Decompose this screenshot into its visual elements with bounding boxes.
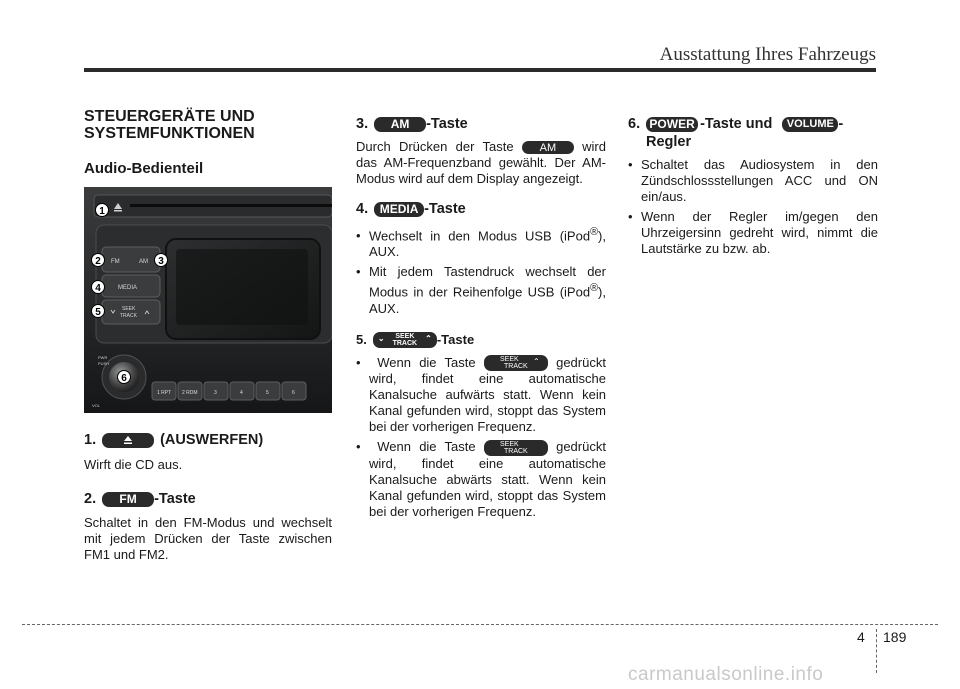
media-key-label: MEDIA bbox=[118, 285, 138, 291]
chevron-up-icon: ⌃ bbox=[425, 333, 432, 343]
callout-3: 3 bbox=[158, 256, 164, 267]
chapter-number: 4 bbox=[857, 629, 865, 645]
preset-1-label: 1 RPT bbox=[157, 390, 172, 396]
registered-mark: ® bbox=[590, 226, 599, 238]
item-1-number: 1. bbox=[84, 432, 97, 448]
callout-6: 6 bbox=[121, 373, 127, 384]
item-1-label: (AUSWERFEN) bbox=[160, 432, 264, 448]
item-4-bullet-2 bbox=[356, 264, 606, 316]
footer-rule bbox=[22, 624, 938, 625]
item-4-label: -Taste bbox=[424, 201, 466, 217]
item-6-bullets bbox=[628, 157, 878, 257]
item-5-bullets bbox=[356, 355, 606, 520]
item-2-text: Schaltet in den FM-Modus und wechselt mit jedem Drücken der Taste zwischen FM1 und FM2. bbox=[84, 515, 332, 562]
section-heading-line1: STEUERGERÄTE UND bbox=[84, 108, 255, 125]
item-5-bullet-1-b: gedrückt wird, findet eine automatische Kanalsuche aufwärts statt. Wenn kein Kanal gefunden wird, stoppt das System bei der vorherigen Frequenz. bbox=[369, 354, 606, 435]
am-badge: AM bbox=[374, 117, 426, 132]
power-badge: POWER bbox=[646, 117, 698, 132]
item-4-heading bbox=[356, 200, 606, 218]
item-4-bullet-1-b: ), AUX. bbox=[369, 228, 606, 260]
seek-track-badge bbox=[373, 332, 437, 348]
preset-5-label: 5 bbox=[266, 390, 269, 396]
eject-icon bbox=[122, 435, 134, 445]
seek-label: SEEK bbox=[500, 440, 519, 448]
item-1-heading bbox=[84, 431, 332, 449]
registered-mark: ® bbox=[590, 282, 599, 295]
item-6-middle: -Taste und bbox=[700, 116, 773, 132]
item-5-number: 5. bbox=[356, 331, 367, 347]
section-heading-line2: SYSTEMFUNKTIONEN bbox=[84, 125, 255, 142]
item-3-number: 3. bbox=[356, 116, 369, 132]
push-knob-label: PUSH bbox=[98, 361, 110, 366]
seek-label: SEEK bbox=[395, 332, 415, 340]
item-6-number: 6. bbox=[628, 116, 641, 132]
page-number: 189 bbox=[883, 629, 907, 645]
header-rule bbox=[84, 68, 876, 72]
pwr-knob-label: PWR bbox=[98, 355, 108, 360]
item-6-bullet-2: • Wenn der Regler im/gegen den Uhrzeigersinn gedreht wird, nimmt die Lautstärke zu bzw. ab. bbox=[628, 209, 878, 257]
item-5-bullet-1 bbox=[356, 355, 606, 436]
vol-knob-label: VOL bbox=[92, 403, 101, 408]
media-badge: MEDIA bbox=[374, 202, 424, 217]
seek-track-text bbox=[500, 440, 528, 455]
item-5-bullet-2-b: gedrückt wird, findet eine automatische Kanalsuche abwärts statt. Wenn kein Kanal gefunden wird, stoppt das System bei der vorherigen Frequenz. bbox=[369, 439, 606, 519]
watermark: carmanualsonline.info bbox=[628, 664, 824, 685]
item-4-bullet-2-b: ), AUX. bbox=[369, 284, 606, 316]
item-4-bullets bbox=[356, 224, 606, 317]
item-6-heading bbox=[628, 115, 878, 133]
audio-panel-photo bbox=[84, 187, 332, 413]
track-key-label: TRACK bbox=[120, 313, 137, 319]
volume-badge: VOLUME bbox=[782, 117, 838, 132]
item-6-bullet-1: • Schaltet das Audiosystem in den Zündschlossstellungen ACC und ON ein/aus. bbox=[628, 157, 878, 205]
am-inline-badge: AM bbox=[522, 141, 574, 154]
track-label: TRACK bbox=[503, 447, 528, 455]
section-heading bbox=[84, 108, 332, 142]
fm-badge: FM bbox=[102, 492, 154, 507]
item-3-label: -Taste bbox=[426, 116, 468, 132]
item-2-label: -Taste bbox=[154, 491, 196, 507]
seek-label: SEEK bbox=[500, 356, 519, 364]
column-1 bbox=[84, 108, 332, 563]
page-number-divider bbox=[876, 629, 877, 673]
item-4-bullet-1 bbox=[356, 224, 606, 260]
callout-4: 4 bbox=[95, 283, 101, 294]
am-key-label: AM bbox=[139, 259, 148, 265]
seek-key-label: SEEK bbox=[122, 306, 136, 312]
item-4-bullet-1-a: Wechselt in den Modus USB (iPod bbox=[369, 228, 591, 244]
item-5-bullet-1-a: Wenn die Taste bbox=[377, 354, 476, 370]
item-5-bullet-2 bbox=[356, 439, 606, 520]
item-1-text: Wirft die CD aus. bbox=[84, 457, 183, 472]
item-2-heading bbox=[84, 490, 332, 508]
item-3-heading bbox=[356, 115, 606, 133]
callout-2: 2 bbox=[95, 256, 101, 267]
seek-up-badge: SEEK TRACK ⌃ bbox=[484, 355, 548, 371]
audio-panel-illustration bbox=[84, 187, 332, 413]
item-3-text bbox=[356, 139, 606, 187]
track-label: TRACK bbox=[392, 339, 418, 347]
seek-down-badge: ⌄ SEEK TRACK bbox=[484, 440, 548, 456]
item-5-heading bbox=[356, 331, 606, 349]
column-3 bbox=[628, 108, 878, 261]
item-4-number: 4. bbox=[356, 201, 369, 217]
preset-2-label: 2 RDM bbox=[182, 390, 198, 396]
item-5-label: -Taste bbox=[436, 331, 475, 347]
column-2 bbox=[356, 108, 606, 524]
running-header-title: Ausstattung Ihres Fahrzeugs bbox=[659, 44, 876, 65]
preset-6-label: 6 bbox=[292, 390, 295, 396]
item-2-number: 2. bbox=[84, 491, 97, 507]
chevron-down-icon: ⌄ bbox=[377, 333, 385, 343]
item-6-heading-line2: Regler bbox=[646, 134, 692, 150]
callout-5: 5 bbox=[95, 307, 101, 318]
preset-3-label: 3 bbox=[214, 390, 217, 396]
item-5-bullet-2-a: Wenn die Taste bbox=[377, 439, 476, 455]
item-3-text-before: Durch Drücken der Taste bbox=[356, 139, 514, 154]
callout-1: 1 bbox=[99, 206, 105, 217]
seek-track-text bbox=[500, 356, 528, 371]
item-3-text-after: wird das AM-Frequenzband gewählt. Der AM-Modus wird auf dem Display angezeigt. bbox=[356, 139, 606, 186]
item-4-bullet-2-a: Mit jedem Tastendruck wechselt der Modus in der Reihenfolge USB (iPod bbox=[369, 264, 606, 300]
eject-badge bbox=[102, 433, 154, 448]
item-6-label-end: - bbox=[838, 116, 844, 132]
preset-4-label: 4 bbox=[240, 390, 243, 396]
seek-track-text bbox=[393, 333, 418, 347]
track-label: TRACK bbox=[503, 363, 528, 371]
fm-key-label: FM bbox=[111, 259, 120, 265]
subheading: Audio-Bedienteil bbox=[84, 160, 204, 177]
